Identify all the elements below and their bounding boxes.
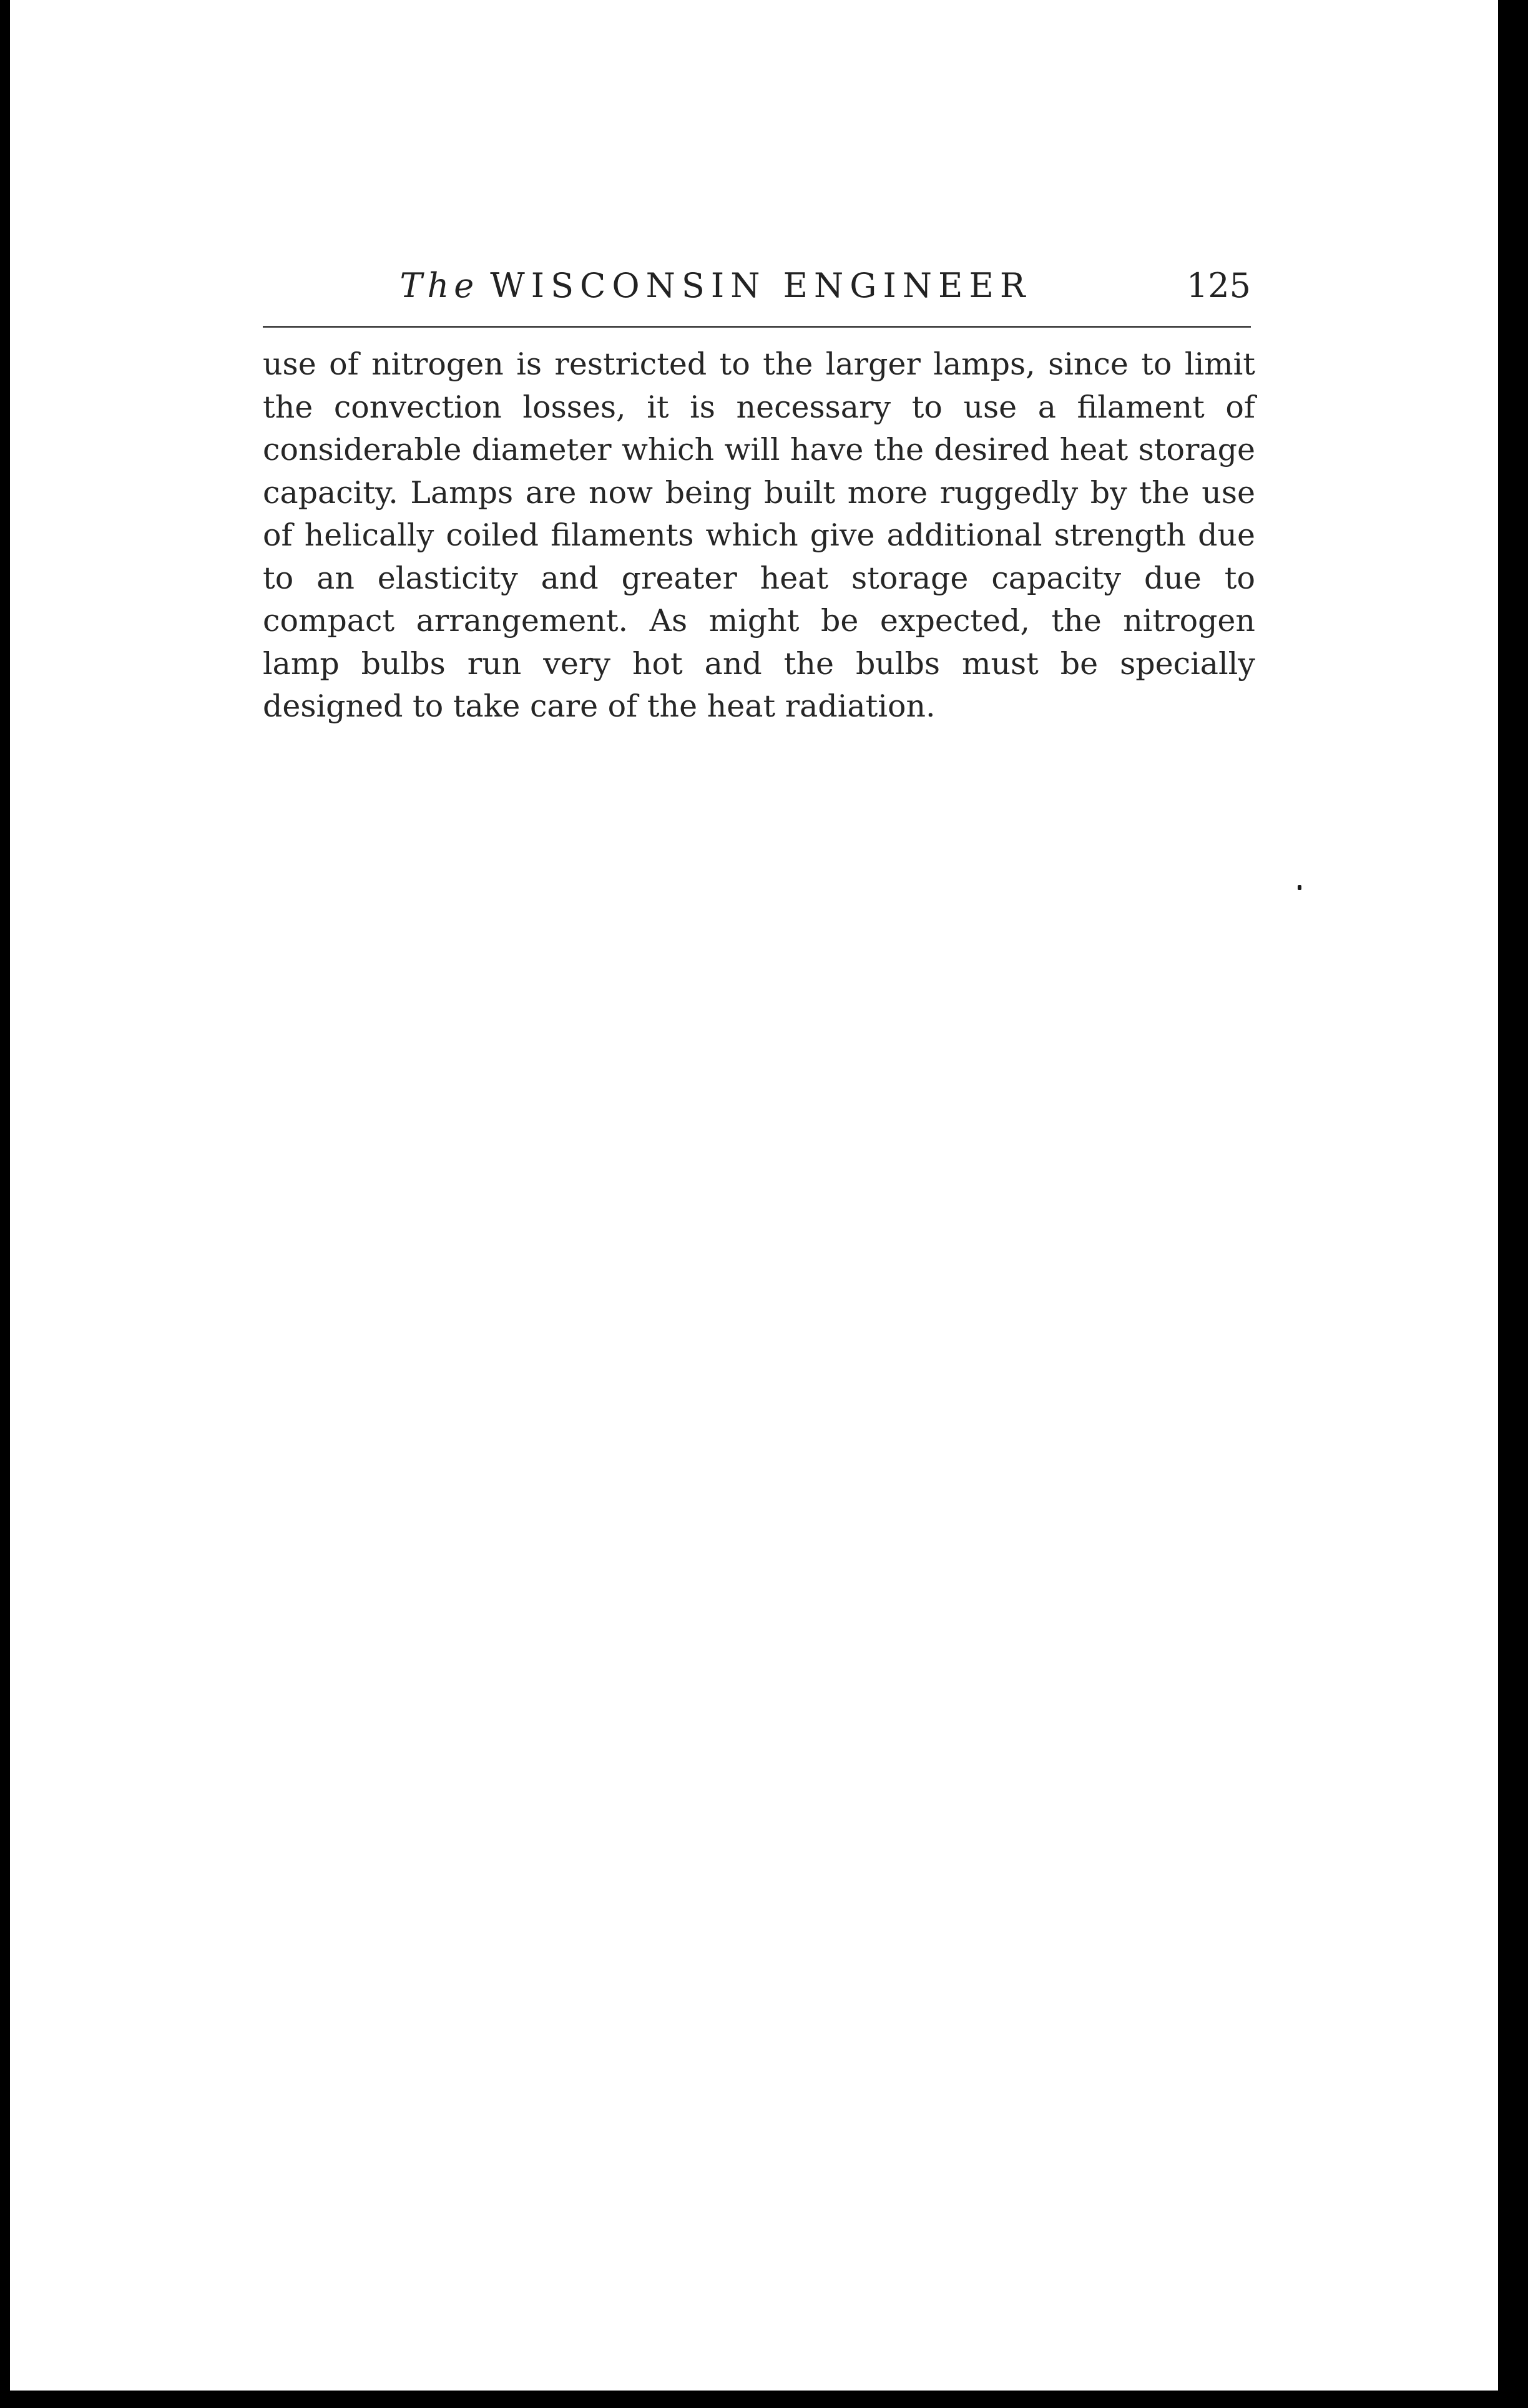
running-head xyxy=(263,261,1256,311)
page-number: 125 xyxy=(1186,266,1251,305)
journal-title-the: The xyxy=(399,266,479,305)
body-paragraph: use of nitrogen is restricted to the larger lamps, since to limit the convection losses, it is necessary to use a filament of considerable diameter which will have the desired heat storage capacity. Lamps are now being built more ruggedly by the use of helically coiled filaments which give additional strength due to an elasticity and greater heat storage capacity due to compact arrangement. As might be expected, the nitrogen lamp bulbs run very hot and the bulbs must be specially designed to take care of the heat radiation. xyxy=(263,346,1255,724)
header-rule xyxy=(263,326,1251,328)
journal-title xyxy=(263,261,1256,311)
scan-speck xyxy=(1298,885,1301,890)
document-page xyxy=(10,0,1498,2391)
journal-title-name: WISCONSIN ENGINEER xyxy=(490,266,1032,305)
